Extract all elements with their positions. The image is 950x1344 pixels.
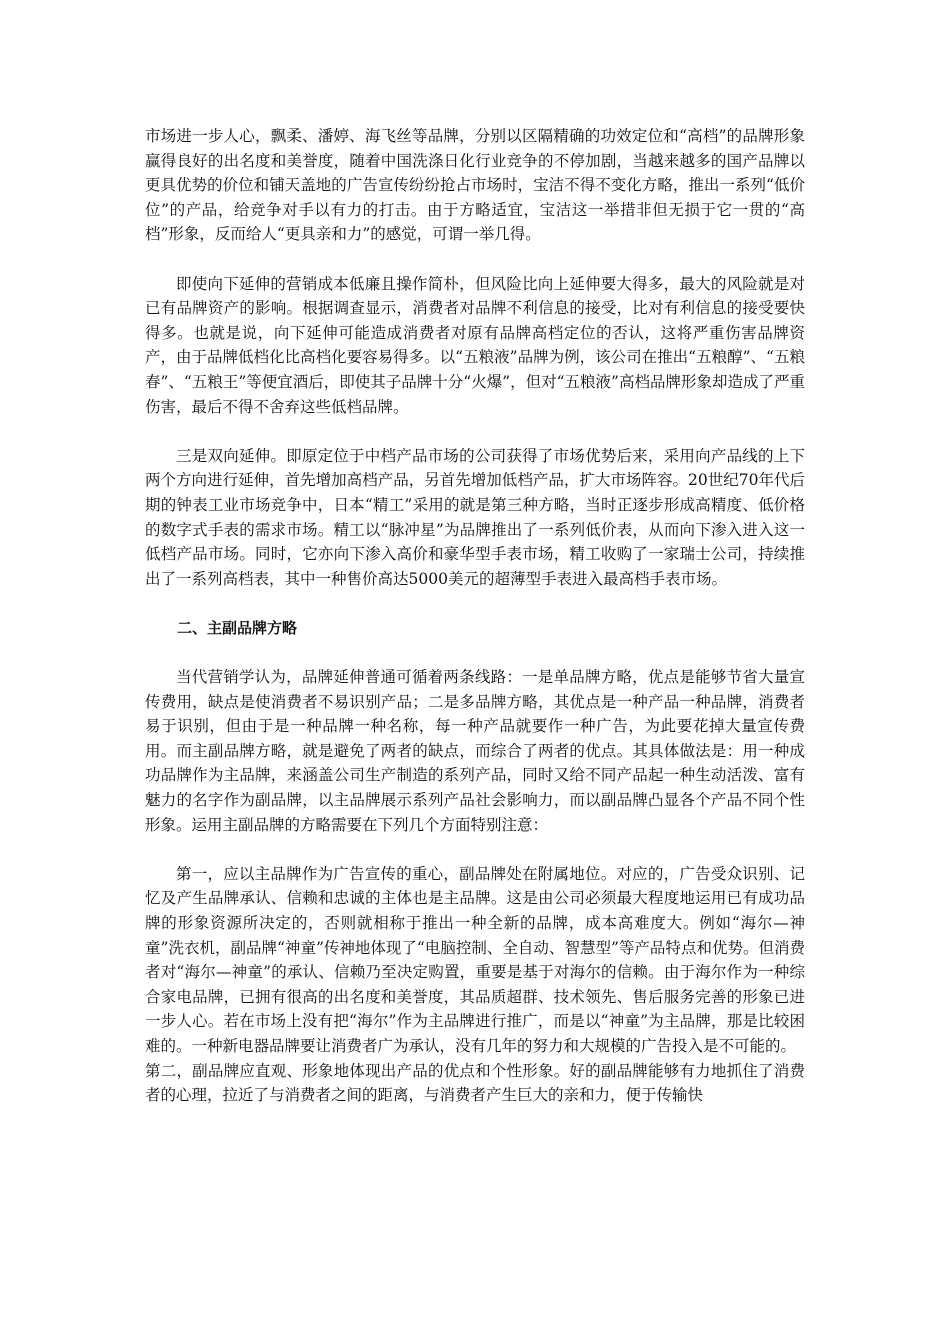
paragraph-6: 第二，副品牌应直观、形象地体现出产品的优点和个性形象。好的副品牌能够有力地抓住了消费者的心理，拉近了与消费者之间的距离，与消费者产生巨大的亲和力，便于传输快 [145, 1061, 805, 1105]
paragraph-gap [145, 247, 805, 272]
paragraph-gap [145, 591, 805, 616]
paragraph-4: 当代营销学认为，品牌延伸普通可循着两条线路：一是单品牌方略，优点是能够节省大量宣传费用，缺点是使消费者不易识别产品；二是多品牌方略，其优点是一种产品一种品牌，消费者易于识别，但由于是一种品牌一种名称，每一种产品就要作一种广告，为此要花掉大量宣传费用。而主副品牌方略，就是避免了两者的缺点，而综合了两者的优点。其具体做法是：用一种成功品牌作为主品牌，来涵盖公司生产制造的系列产品，同时又给不同产品起一种生动活泼、富有魅力的名字作为副品牌，以主品牌展示系列产品社会影响力，而以副品牌凸显各个产品不同个性形象。运用主副品牌的方略需要在下列几个方面特别注意： [145, 668, 805, 834]
document-page [145, 124, 805, 1108]
paragraph-5: 第一，应以主品牌作为广告宣传的重心，副品牌处在附属地位。对应的，广告受众识别、记忆及产生品牌承认、信赖和忠诚的主体也是主品牌。这是由公司必须最大程度地运用已有成功品牌的形象资源所决定的，否则就相称于推出一种全新的品牌，成本高难度大。例如“海尔—神童”洗衣机，副品牌“神童”传神地体现了“电脑控制、全自动、智慧型”等产品特点和优势。但消费者对“海尔—神童”的承认、信赖乃至决定购置，重要是基于对海尔的信赖。由于海尔作为一种综合家电品牌，已拥有很高的出名度和美誉度，其品质超群、技术领先、售后服务完善的形象已进一步人心。若在市场上没有把“海尔”作为主品牌进行推广，而是以“神童”为主品牌，那是比较困难的。一种新电器品牌要让消费者广为承认，没有几年的努力和大规模的广告投入是不可能的。 [145, 864, 805, 1055]
paragraph-gap [145, 640, 805, 665]
paragraph-gap [145, 837, 805, 862]
paragraph-2: 即使向下延伸的营销成本低廉且操作简朴，但风险比向上延伸要大得多，最大的风险就是对已有品牌资产的影响。根据调查显示，消费者对品牌不利信息的接受，比对有利信息的接受要快得多。也就是说，向下延伸可能造成消费者对原有品牌高档定位的否认，这将严重伤害品牌资产，由于品牌低档化比高档化要容易得多。以“五粮液”品牌为例，该公司在推出“五粮醇”、“五粮春”、“五粮王”等便宜酒后，即使其子品牌十分“火爆”，但对“五粮液”高档品牌形象却造成了严重伤害，最后不得不舍弃这些低档品牌。 [145, 274, 805, 416]
paragraph-gap [145, 419, 805, 444]
paragraph-3: 三是双向延伸。即原定位于中档产品市场的公司获得了市场优势后来，采用向产品线的上下两个方向进行延伸，首先增加高档产品，另首先增加低档产品，扩大市场阵容。20世纪70年代后期的钟表工业市场竞争中，日本“精工”采用的就是第三种方略，当时正逐步形成高精度、低价格的数字式手表的需求市场。精工以“脉冲星”为品牌推出了一系列低价表，从而向下渗入进入这一低档产品市场。同时，它亦向下渗入高价和豪华型手表市场，精工收购了一家瑞士公司，持续推出了一系列高档表，其中一种售价高达5000美元的超薄型手表进入最高档手表市场。 [145, 446, 805, 588]
section-heading: 二、主副品牌方略 [177, 618, 298, 637]
paragraph-1: 市场进一步人心，飘柔、潘婷、海飞丝等品牌，分别以区隔精确的功效定位和“高档”的品牌形象赢得良好的出名度和美誉度，随着中国洗涤日化行业竞争的不停加剧，当越来越多的国产品牌以更具优势的价位和铺天盖地的广告宣传纷纷抢占市场时，宝洁不得不变化方略，推出一系列“低价位”的产品，给竞争对手以有力的打击。由于方略适宜，宝洁这一举措非但无损于它一贯的“高档”形象，反而给人“更具亲和力”的感觉，可谓一举几得。 [145, 127, 805, 244]
